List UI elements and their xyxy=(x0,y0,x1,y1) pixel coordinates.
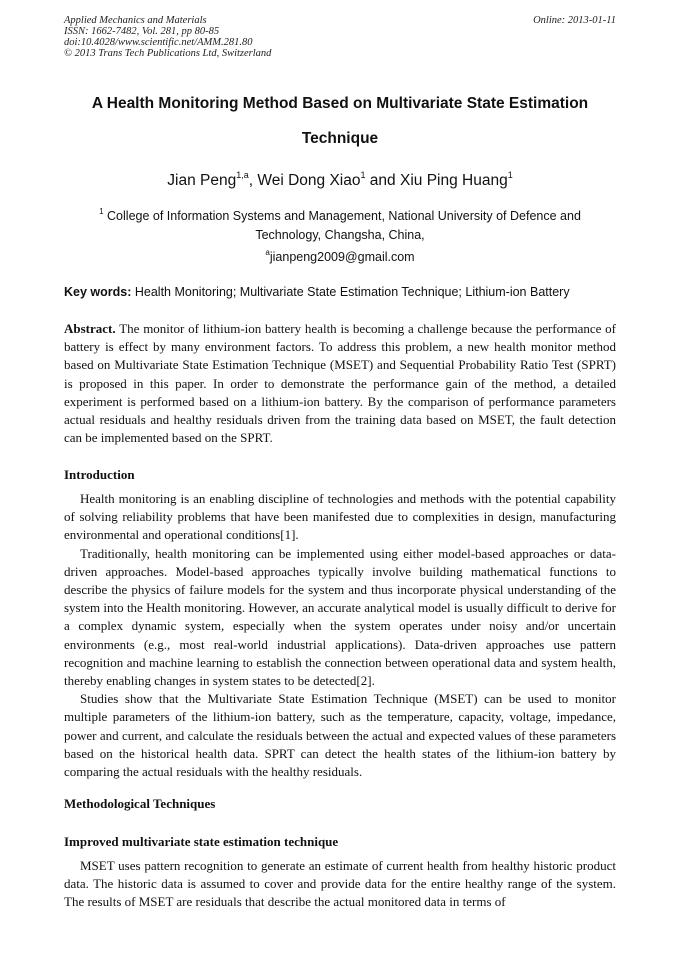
author-name: Xiu Ping Huang xyxy=(399,172,508,189)
paper-title: A Health Monitoring Method Based on Multivariate State Estimation Technique xyxy=(91,95,589,147)
email-mark: a xyxy=(265,248,270,257)
affiliation-text: College of Information Systems and Management, National University of Defence and Technology, Changsha, China, xyxy=(107,209,581,242)
abstract xyxy=(64,320,616,447)
paragraph: Traditionally, health monitoring can be implemented using either model-based approaches or data-driven approaches. Model-based approaches typically involve building mathematical functions to describe the physics of failure models for the system and thus incorporate physical understanding of the system into the Health monitoring. However, an accurate analytical model is usually difficult to derive for a complex dynamic system, especially when the system operates under noisy and/or uncertain environments (e.g., most real-world industrial applications). Data-driven approaches use pattern recognition and machine learning to establish the connection between operational data and system health, thereby enabling changes in system states to be detected[2]. xyxy=(64,545,616,689)
introduction-body xyxy=(64,490,616,781)
contact-email xyxy=(64,243,616,267)
keywords-text: Health Monitoring; Multivariate State Estimation Technique; Lithium-ion Battery xyxy=(134,285,570,299)
author-affiliation-mark: 1,a xyxy=(236,170,249,180)
affiliation xyxy=(80,202,600,245)
journal-name: Applied Mechanics and Materials xyxy=(64,15,207,26)
author-list xyxy=(64,165,616,191)
improved-mset-heading: Improved multivariate state estimation technique xyxy=(64,834,339,849)
author-affiliation-mark: 1 xyxy=(507,170,513,180)
doi-line: doi:10.4028/www.scientific.net/AMM.281.80 xyxy=(64,37,253,48)
paragraph: Health monitoring is an enabling discipline of technologies and methods with the potential capability of solving reliability problems that have been manifested due to complexities in design, manufacturing environmental and operational conditions[1]. xyxy=(64,491,616,543)
improved-mset-body xyxy=(64,857,616,912)
author-separator: , xyxy=(248,172,258,189)
author-affiliation-mark: 1 xyxy=(360,170,366,180)
paragraph: MSET uses pattern recognition to generate an estimate of current health from healthy historic product data. The historic data is assumed to cover and provide data for the entire healthy range of the system. The results of MSET are residuals that describe the actual monitored data in terms of xyxy=(64,858,616,910)
email-address: jianpeng2009@gmail.com xyxy=(269,250,415,264)
introduction-heading: Introduction xyxy=(64,467,135,482)
methodological-heading: Methodological Techniques xyxy=(64,796,216,811)
author-name: Wei Dong Xiao xyxy=(257,172,361,189)
keywords-label: Key words: xyxy=(64,285,132,299)
issn-line: ISSN: 1662-7482, Vol. 281, pp 80-85 xyxy=(64,26,220,37)
keywords xyxy=(64,283,616,302)
abstract-text: The monitor of lithium-ion battery health is becoming a challenge because the performance of battery is effect by many environment factors. To address this problem, a new health monitor method based on Multivariate State Estimation Technique (MSET) and Sequential Probability Ratio Test (SPRT) is proposed in this paper. In order to demonstrate the performance gain of the method, a detailed experiment is performed based on a lithium-ion battery. By the comparison of performance parameters actual residuals and healthy residuals driven from the training data based on MSET, the fault detection can be implemented based on the SPRT. xyxy=(64,321,617,446)
author-name: Jian Peng xyxy=(167,172,237,189)
abstract-label: Abstract. xyxy=(64,321,116,336)
author-separator: and xyxy=(365,172,400,189)
journal-header xyxy=(64,15,616,59)
copyright-line: © 2013 Trans Tech Publications Ltd, Switzerland xyxy=(64,48,272,59)
affiliation-mark: 1 xyxy=(99,207,104,216)
paragraph: Studies show that the Multivariate State Estimation Technique (MSET) can be used to monitor multiple parameters of the lithium-ion battery, such as the temperature, capacity, voltage, impedance, power and current, and calculate the residuals between the actual and expected values of these parameters based on the historical health data. SPRT can detect the health states of the lithium-ion battery by comparing the actual residuals with the healthy residuals. xyxy=(64,691,616,780)
online-date: Online: 2013-01-11 xyxy=(533,15,616,26)
